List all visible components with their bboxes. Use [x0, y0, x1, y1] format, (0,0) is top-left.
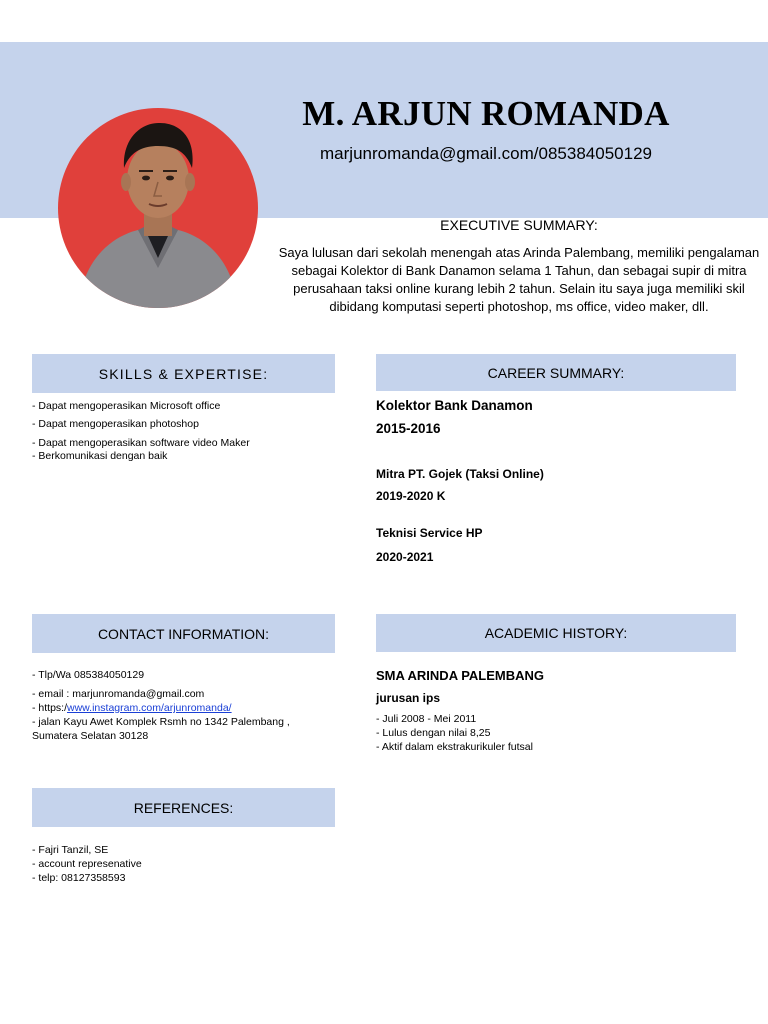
executive-summary-text: Saya lulusan dari sekolah menengah atas Arinda Palembang, memiliki pengalaman sebagai Kolektor di Bank Danamon selama 1 Tahun, dan sebagai supir di mitra perusahaan taksi online kurang lebih 2 tahun. Selain itu saya juga memiliki skil dibidang komputasi seperti photoshop, ms office, video maker, dll. — [278, 245, 760, 314]
instagram-link[interactable]: www.instagram.com/arjunromanda/ — [67, 702, 232, 714]
contact-heading — [32, 614, 335, 653]
skills-title: SKILLS & EXPERTISE: — [98, 365, 269, 382]
profile-photo — [58, 108, 258, 308]
career-role: Kolektor Bank Danamon — [376, 398, 533, 413]
contact-address-line: Sumatera Selatan 30128 — [32, 730, 149, 742]
list-item: - Dapat mengoperasikan software video Maker — [32, 437, 250, 449]
contact-web — [32, 701, 352, 715]
academic-school: SMA ARINDA PALEMBANG — [376, 668, 545, 683]
list-item: - Lulus dengan nilai 8,25 — [376, 727, 491, 739]
career-role: Mitra PT. Gojek (Taksi Online) — [376, 467, 544, 481]
career-heading — [376, 354, 736, 391]
list-item: - Juli 2008 - Mei 2011 — [376, 713, 477, 725]
references-title: REFERENCES: — [133, 799, 234, 816]
contact-web-prefix: - https:/ — [32, 702, 68, 714]
career-period: 2020-2021 — [376, 550, 434, 564]
career-title: CAREER SUMMARY: — [487, 364, 625, 381]
career-period: 2015-2016 — [376, 421, 441, 436]
contact-address-line: - jalan Kayu Awet Komplek Rsmh no 1342 Palembang , — [32, 716, 290, 728]
list-item: - Fajri Tanzil, SE — [32, 844, 109, 856]
academic-list — [376, 712, 716, 754]
academic-major: jurusan ips — [376, 691, 441, 705]
contact-phone: - Tlp/Wa 085384050129 — [32, 669, 145, 681]
header-contact: marjunromanda@gmail.com/085384050129 — [320, 144, 652, 163]
list-item: - Dapat mengoperasikan Microsoft office — [32, 400, 221, 412]
contact-list — [32, 668, 352, 743]
skills-list — [32, 399, 352, 463]
list-item: - Berkomunikasi dengan baik — [32, 450, 168, 462]
contact-email: - email : marjunromanda@gmail.com — [32, 688, 205, 700]
academic-title: ACADEMIC HISTORY: — [484, 625, 628, 641]
list-item: - telp: 08127358593 — [32, 872, 126, 884]
candidate-name: M. ARJUN ROMANDA — [302, 94, 670, 133]
list-item: - account represenative — [32, 858, 142, 870]
career-period: 2019-2020 K — [376, 489, 446, 503]
references-heading — [32, 788, 335, 827]
academic-heading — [376, 614, 736, 652]
skills-heading — [32, 354, 335, 393]
list-item: - Dapat mengoperasikan photoshop — [32, 418, 199, 430]
references-list — [32, 843, 352, 885]
contact-title: CONTACT INFORMATION: — [97, 625, 270, 642]
career-role: Teknisi Service HP — [376, 526, 483, 540]
list-item: - Aktif dalam ekstrakurikuler futsal — [376, 741, 533, 753]
executive-summary-title: EXECUTIVE SUMMARY: — [440, 217, 598, 233]
person-portrait-icon — [58, 108, 258, 308]
